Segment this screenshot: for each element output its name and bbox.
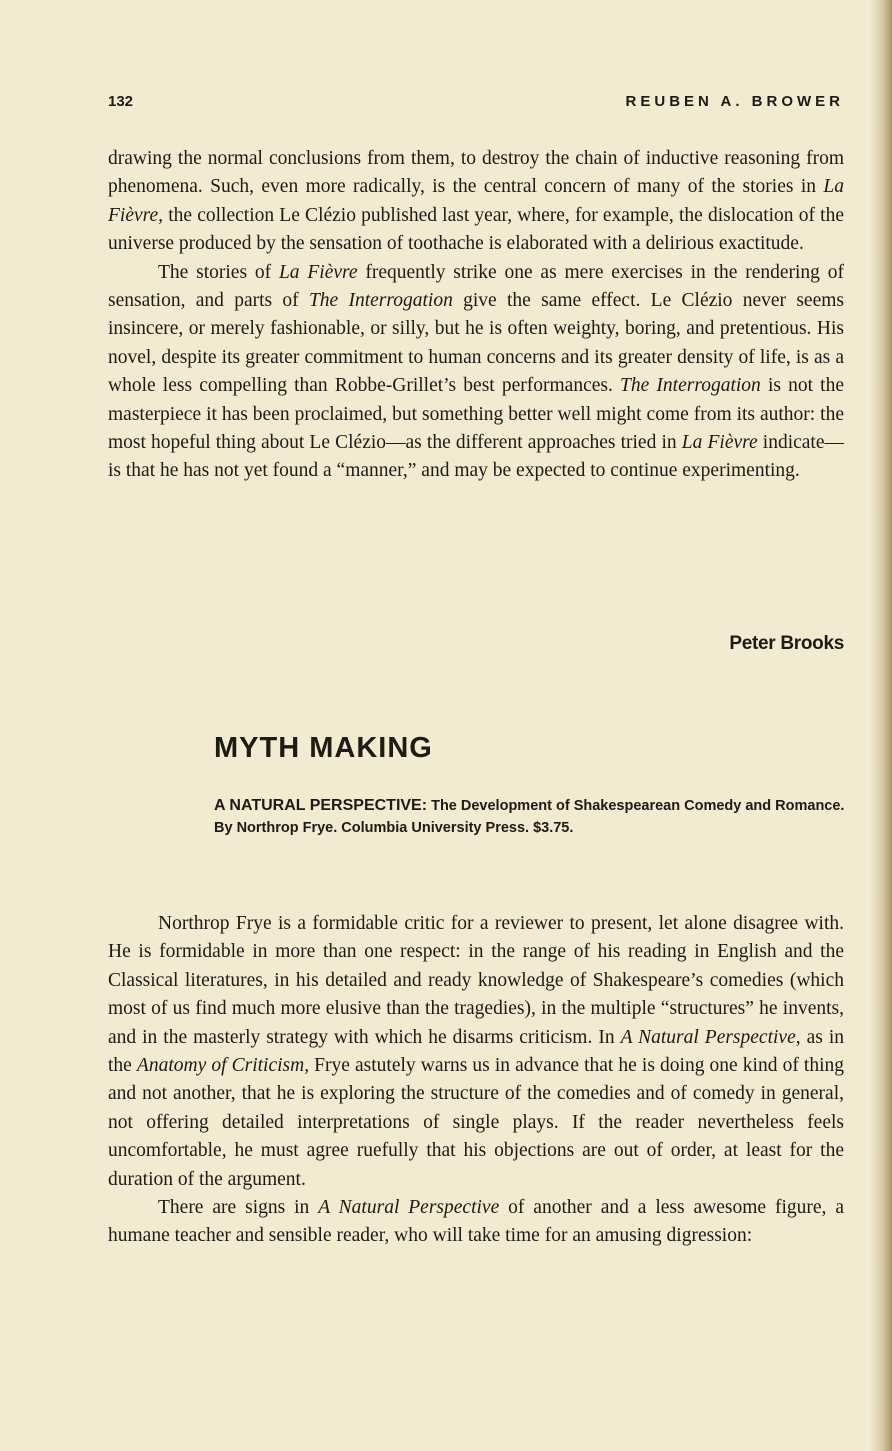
book-title: A Natural Perspective	[318, 1197, 500, 1219]
book-citation-title: A NATURAL PERSPECTIVE:	[214, 797, 428, 814]
paragraph: There are signs in A Natural Perspective of another and a less awesome figure, a humane teacher and sensible reader, who will take time for an amusing digression:	[108, 1197, 844, 1247]
paragraph: Northrop Frye is a formidable critic for a reviewer to present, let alone disagree with. He is formidable in more than one respect: in the range of his reading in English and the Classical literatures, in his detailed and ready knowledge of Shakespeare’s comedies (which most of us find much more elusive than the tragedies), in the multiple “structures” he invents, and in the masterly strategy with which he disarms criticism. In A Natural Perspective, as in the Anatomy of Criticism, Frye astutely warns us in advance that he is doing one kind of thing and not another, that he is exploring the structure of the comedies and of comedy in general, not offering detailed interpretations of single plays. If the reader nevertheless feels uncomfortable, he must agree ruefully that his objections are out of order, at least for the duration of the argument.	[108, 913, 844, 1190]
page-edge-shadow	[870, 0, 892, 1451]
book-title: Anatomy of Criticism,	[136, 1055, 310, 1077]
book-citation-details: The Development of Shakespearean Comedy and Romance. By Northrop Frye. Columbia University Press. $3.75.	[214, 798, 845, 836]
book-citation	[214, 795, 846, 839]
review-continuation	[108, 145, 844, 486]
book-title: La Fièvre	[278, 261, 358, 283]
paragraph: drawing the normal conclusions from them, to destroy the chain of inductive reasoning from phenomena. Such, even more radically, is the central concern of many of the stories in La Fièvre, the collection Le Clézio published last year, where, for example, the dislocation of the universe produced by the sensation of toothache is elaborated with a delirious exactitude.	[108, 148, 844, 255]
book-title: La Fièvre	[681, 432, 758, 454]
book-title: La Fièvre,	[108, 176, 844, 226]
running-header	[108, 93, 844, 117]
page-number: 132	[108, 93, 134, 110]
book-title: The Interrogation	[308, 290, 453, 312]
section-title: MYTH MAKING	[214, 732, 433, 764]
paragraph: The stories of La Fièvre frequently strike one as mere exercises in the rendering of sensation, and parts of The Interrogation give the same effect. Le Clézio never seems insincere, or merely fashionable, or silly, but he is often weighty, boring, and pretentious. His novel, despite its greater commitment to human concerns and its greater density of life, is as a whole less compelling than Robbe-Grillet’s best performances. The Interrogation is not the masterpiece it has been proclaimed, but something better well might come from its author: the most hopeful thing about Le Clézio—as the different approaches tried in La Fièvre indicate—is that he has not yet found a “manner,” and may be expected to continue experimenting.	[108, 261, 845, 482]
running-head: REUBEN A. BROWER	[625, 93, 844, 110]
reviewer-signature: Peter Brooks	[729, 633, 844, 654]
book-title: The Interrogation	[620, 375, 761, 397]
review-body	[108, 910, 844, 1251]
book-title: A Natural Perspective,	[620, 1026, 801, 1048]
